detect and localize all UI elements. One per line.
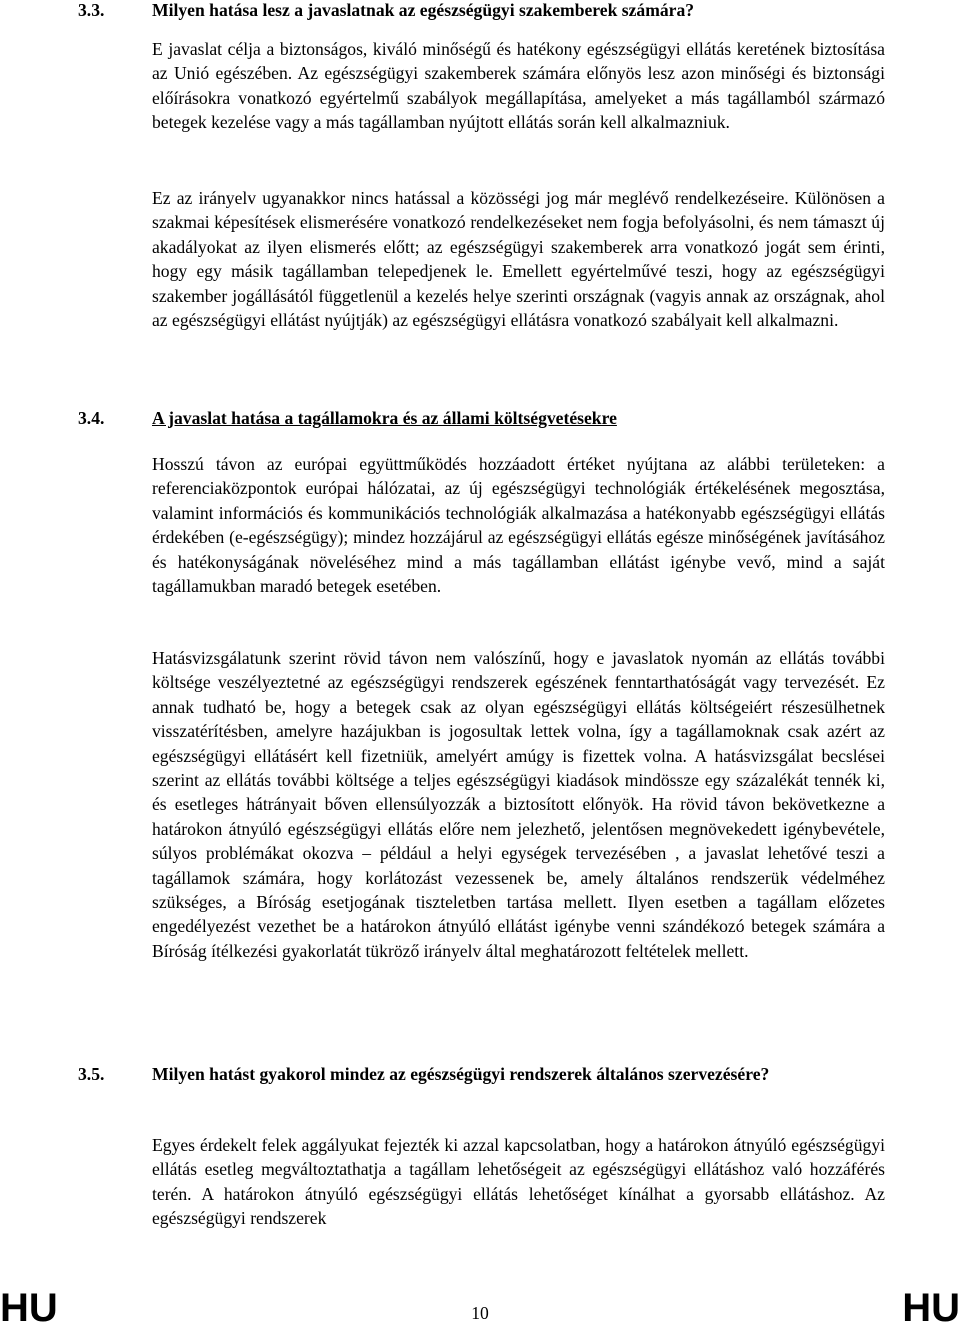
paragraph: Hosszú távon az európai együttműködés hozzáadott értéket nyújtana az alábbi területeken: a referenciaközpontok európai hálózatai, az új egészségügyi technológiák értékelésének megosztása, valamint információs és kommunikációs technológiák alkalmazása a hatékonyabb egészségügyi ellátás érdekében (e-egészségügy); mindez hozzájárul az egészségügyi ellátás egésze minőségének javításához és hatékonyságának növeléséhez mind a más tagállamban ellátást igénybe vevő, mind a saját tagállamukban maradó betegek esetében.	[152, 454, 885, 597]
section-title: Milyen hatást gyakorol mindez az egészségügyi rendszerek általános szervezésére?	[152, 1064, 770, 1084]
section-title: Milyen hatása lesz a javaslatnak az egészségügyi szakemberek számára?	[152, 0, 695, 20]
paragraph: Egyes érdekelt felek aggályukat fejezték ki azzal kapcsolatban, hogy a határokon átnyúló egészségügyi ellátás esetleg megváltoztathatja a tagállam lehetőségeit az egészségügyi ellátáshoz való hozzáférés terén. A határokon átnyúló egészségügyi ellátás lehetőséget kínálhat a gyorsabb ellátáshoz. Az egészségügyi rendszerek	[152, 1135, 885, 1229]
language-code-right: HU	[902, 1286, 960, 1330]
section-number: 3.3.	[78, 0, 105, 20]
section-number: 3.5.	[78, 1064, 105, 1084]
paragraph: Hatásvizsgálatunk szerint rövid távon nem valószínű, hogy e javaslatok nyomán az ellátás további költsége veszélyeztetné az egészségügyi rendszerek egészének fenntarthatóságát vagy tervezését. Ez annak tudható be, hogy a betegek csak az olyan egészségügyi ellátás költségeiért részesülhetnek visszatérítésben, amelyre hazájukban is jogosultak lettek volna, így a tagállamoknak csak azért az egészségügyi ellátásért kell fizetniük, amelyért amúgy is fizettek volna. A hatásvizsgálat becslései szerint az ellátás további költsége a teljes egészségügyi kiadások mindössze egy százalékát tennék ki, és esetleges hátrányait bőven ellensúlyozzák a biztosított előnyök. Ha rövid távon bekövetkezne a határokon átnyúló egészségügyi ellátás előre nem jelezhető, jelentősen megnövekedett igénybevétele, súlyos problémákat okozva – például a helyi egységek tervezésében , a javaslat lehetővé teszi a tagállamok számára, hogy korlátozást vezessenek be, amely általános rendszerük védelméhez szükséges, a Bíróság esetjogának tiszteletben tartása mellett. Ilyen esetben a tagállam előzetes engedélyezést vezethet be a határokon átnyúló ellátást igénybe venni szándékozó betegek számára a Bíróság ítélkezési gyakorlatát tükröző irányelv által meghatározott feltételek mellett.	[152, 648, 885, 961]
section-number: 3.4.	[78, 408, 105, 428]
page-number: 10	[471, 1303, 489, 1323]
section-title: A javaslat hatása a tagállamokra és az állami költségvetésekre	[152, 408, 617, 428]
paragraph: Ez az irányelv ugyanakkor nincs hatással a közösségi jog már meglévő rendelkezéseire. Különösen a szakmai képesítések elismerésére vonatkozó rendelkezéseket nem fogja befolyásolni, és nem támaszt új akadályokat az ilyen elismerés előtt; az egészségügyi szakemberek arra vonatkozó jogát sem érinti, hogy egy másik tagállamban telepedjenek le. Emellett egyértelművé teszi, hogy az egészségügyi szakember jogállásától függetlenül a kezelés helye szerinti országnak (vagyis annak az országnak, ahol az egészségügyi ellátást nyújtják) az egészségügyi ellátásra vonatkozó szabályait kell alkalmazni.	[152, 188, 885, 331]
paragraph: E javaslat célja a biztonságos, kiváló minőségű és hatékony egészségügyi ellátás keretének biztosítása az Unió egészében. Az egészségügyi szakemberek számára előnyös lesz azon minőségi és biztonsági előírásokra vonatkozó egyértelmű szabályok megállapítása, amelyeket a más tagállamból származó betegek kezelése vagy a más tagállamban nyújtott ellátás során kell alkalmazniuk.	[152, 39, 885, 133]
language-code-left: HU	[0, 1286, 58, 1330]
